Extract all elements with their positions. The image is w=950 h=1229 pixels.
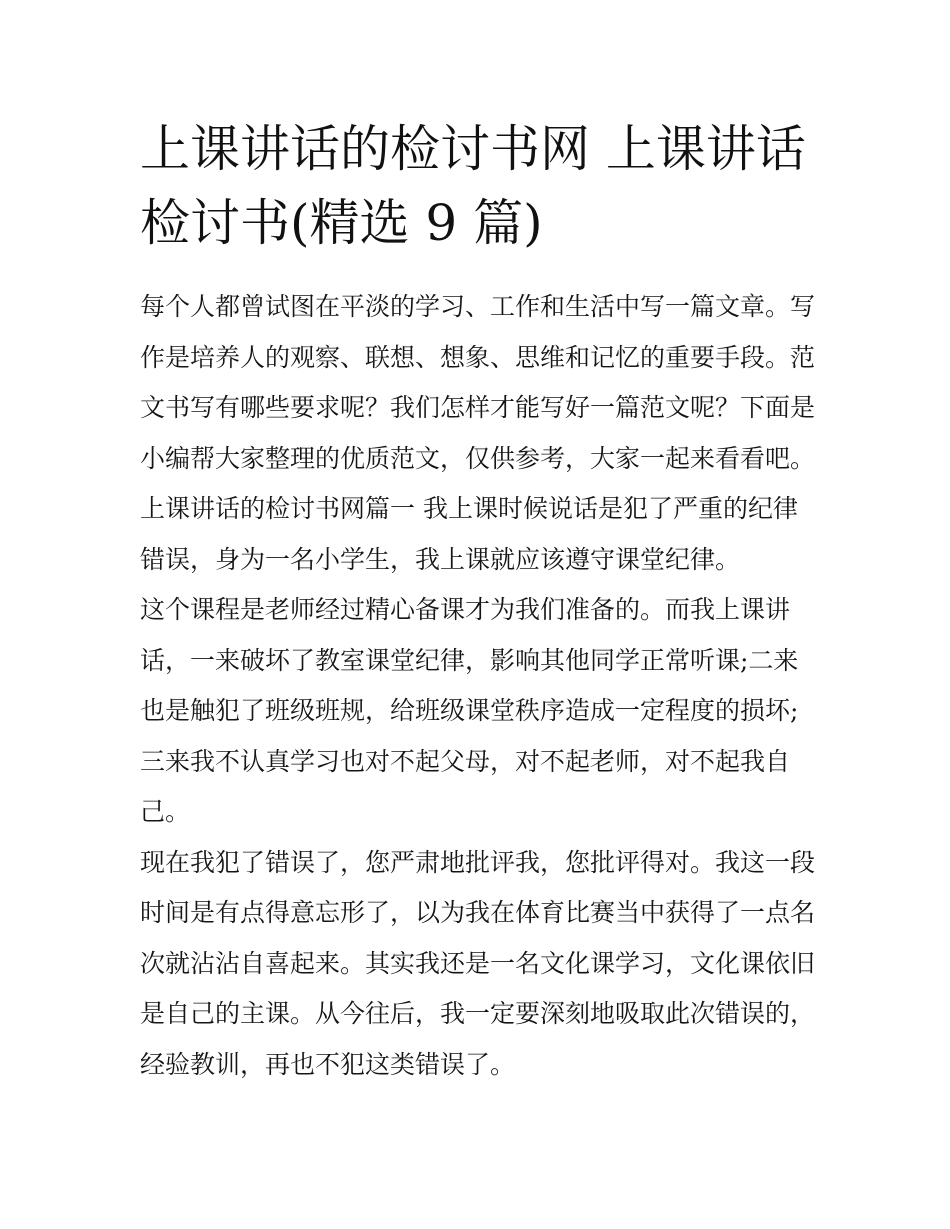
body-line: 三来我不认真学习也对不起父母，对不起老师，对不起我自 [140, 746, 791, 776]
body-line: 文书写有哪些要求呢？我们怎样才能写好一篇范文呢？下面是 [140, 393, 816, 422]
title-line: 检讨书(精选 9 篇) [140, 194, 543, 252]
document-title [140, 112, 812, 260]
body-line: 也是触犯了班级班规，给班级课堂秩序造成一定程度的损坏; [140, 696, 799, 725]
body-line: 己。 [140, 797, 191, 826]
body-line: 经验教训，再也不犯这类错误了。 [140, 1049, 516, 1079]
body-line: 作是培养人的观察、联想、想象、思维和记忆的重要手段。范 [140, 342, 816, 372]
body-line: 小编帮大家整理的优质范文，仅供参考，大家一起来看看吧。 [140, 443, 816, 473]
body-line: 错误，身为一名小学生，我上课就应该遵守课堂纪律。 [140, 544, 741, 574]
document-page [140, 112, 816, 1090]
body-line: 每个人都曾试图在平淡的学习、工作和生活中写一篇文章。写 [140, 292, 816, 321]
title-line: 上课讲话的检讨书网 上课讲话 [140, 120, 806, 178]
body-line: 上课讲话的检讨书网篇一 我上课时候说话是犯了严重的纪律 [140, 494, 798, 523]
body-line: 现在我犯了错误了，您严肃地批评我，您批评得对。我这一段 [140, 847, 816, 877]
body-line: 是自己的主课。从今往后，我一定要深刻地吸取此次错误的， [140, 999, 816, 1028]
document-body [140, 282, 816, 1090]
body-line: 次就沾沾自喜起来。其实我还是一名文化课学习，文化课依旧 [140, 948, 816, 978]
body-line: 时间是有点得意忘形了，以为我在体育比赛当中获得了一点名 [140, 898, 816, 927]
body-line: 话，一来破坏了教室课堂纪律，影响其他同学正常听课;二来 [140, 645, 799, 675]
body-line: 这个课程是老师经过精心备课才为我们准备的。而我上课讲 [140, 595, 791, 624]
